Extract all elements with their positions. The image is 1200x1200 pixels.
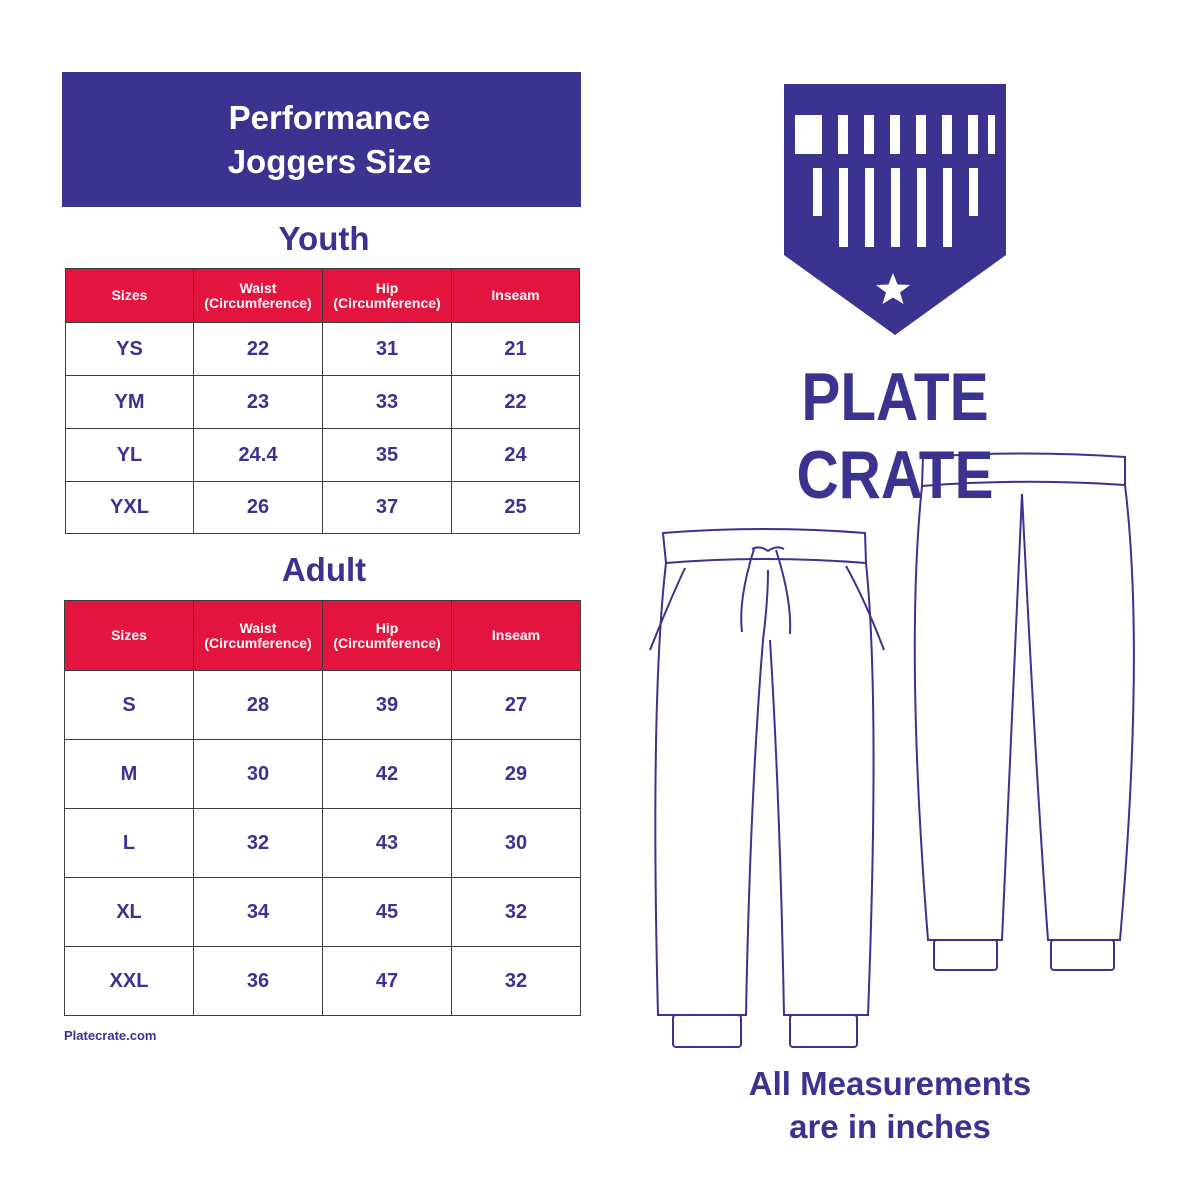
adult-size-table	[64, 600, 581, 1016]
table-row	[66, 429, 580, 482]
inseam-cell: 32	[452, 878, 581, 947]
adult-heading: Adult	[281, 551, 367, 588]
header-hip	[323, 269, 452, 323]
waist-cell: 32	[194, 809, 323, 878]
header-hip-label: Hip	[375, 619, 399, 636]
title-line-1: Performance	[228, 98, 431, 136]
header-waist-label: Waist	[239, 619, 277, 636]
table-row	[66, 323, 580, 376]
header-waist	[194, 601, 323, 671]
header-hip	[323, 601, 452, 671]
size-cell: M	[65, 740, 194, 809]
youth-heading: Youth	[278, 220, 370, 257]
measurement-note	[700, 1062, 1080, 1148]
header-sizes: Sizes	[66, 269, 194, 323]
header-inseam: Inseam	[452, 601, 581, 671]
waist-cell: 23	[194, 376, 323, 429]
hip-cell: 33	[323, 376, 452, 429]
brand-logo-text: PLATE CRATE	[796, 359, 994, 513]
hip-cell: 47	[323, 947, 452, 1016]
header-waist	[194, 269, 323, 323]
hip-cell: 35	[323, 429, 452, 482]
size-cell: YS	[66, 323, 194, 376]
inseam-cell: 22	[452, 376, 580, 429]
hip-cell: 31	[323, 323, 452, 376]
inseam-cell: 21	[452, 323, 580, 376]
note-line-2: are in inches	[789, 1108, 991, 1145]
header-hip-label: Hip	[375, 279, 399, 296]
inseam-cell: 24	[452, 429, 580, 482]
waist-cell: 36	[194, 947, 323, 1016]
title-line-2: Joggers Size	[227, 142, 432, 180]
website-link[interactable]: Platecrate.com	[64, 1028, 157, 1043]
table-row	[65, 671, 581, 740]
inseam-cell: 27	[452, 671, 581, 740]
header-hip-sub: (Circumference)	[333, 634, 441, 651]
waist-cell: 24.4	[194, 429, 323, 482]
hip-cell: 37	[323, 482, 452, 534]
youth-size-table	[65, 268, 580, 534]
inseam-cell: 25	[452, 482, 580, 534]
table-row	[66, 482, 580, 534]
table-row	[65, 740, 581, 809]
inseam-cell: 29	[452, 740, 581, 809]
size-cell: YM	[66, 376, 194, 429]
size-cell: YXL	[66, 482, 194, 534]
hip-cell: 43	[323, 809, 452, 878]
waist-cell: 26	[194, 482, 323, 534]
header-hip-sub: (Circumference)	[333, 294, 441, 311]
table-row	[65, 809, 581, 878]
waist-cell: 28	[194, 671, 323, 740]
size-cell: XL	[65, 878, 194, 947]
table-row	[65, 878, 581, 947]
waist-cell: 34	[194, 878, 323, 947]
adult-table-header-row	[65, 601, 581, 671]
waist-cell: 30	[194, 740, 323, 809]
header-sizes: Sizes	[65, 601, 194, 671]
header-waist-sub: (Circumference)	[204, 294, 312, 311]
table-row	[65, 947, 581, 1016]
hip-cell: 39	[323, 671, 452, 740]
inseam-cell: 30	[452, 809, 581, 878]
table-row	[66, 376, 580, 429]
header-inseam: Inseam	[452, 269, 580, 323]
header-waist-sub: (Circumference)	[204, 634, 312, 651]
chart-title-banner	[62, 72, 581, 207]
note-line-1: All Measurements	[748, 1065, 1032, 1102]
header-waist-label: Waist	[239, 279, 277, 296]
hip-cell: 45	[323, 878, 452, 947]
size-cell: L	[65, 809, 194, 878]
hip-cell: 42	[323, 740, 452, 809]
size-cell: S	[65, 671, 194, 740]
size-cell: YL	[66, 429, 194, 482]
waist-cell: 22	[194, 323, 323, 376]
size-cell: XXL	[65, 947, 194, 1016]
inseam-cell: 32	[452, 947, 581, 1016]
youth-table-header-row	[66, 269, 580, 323]
